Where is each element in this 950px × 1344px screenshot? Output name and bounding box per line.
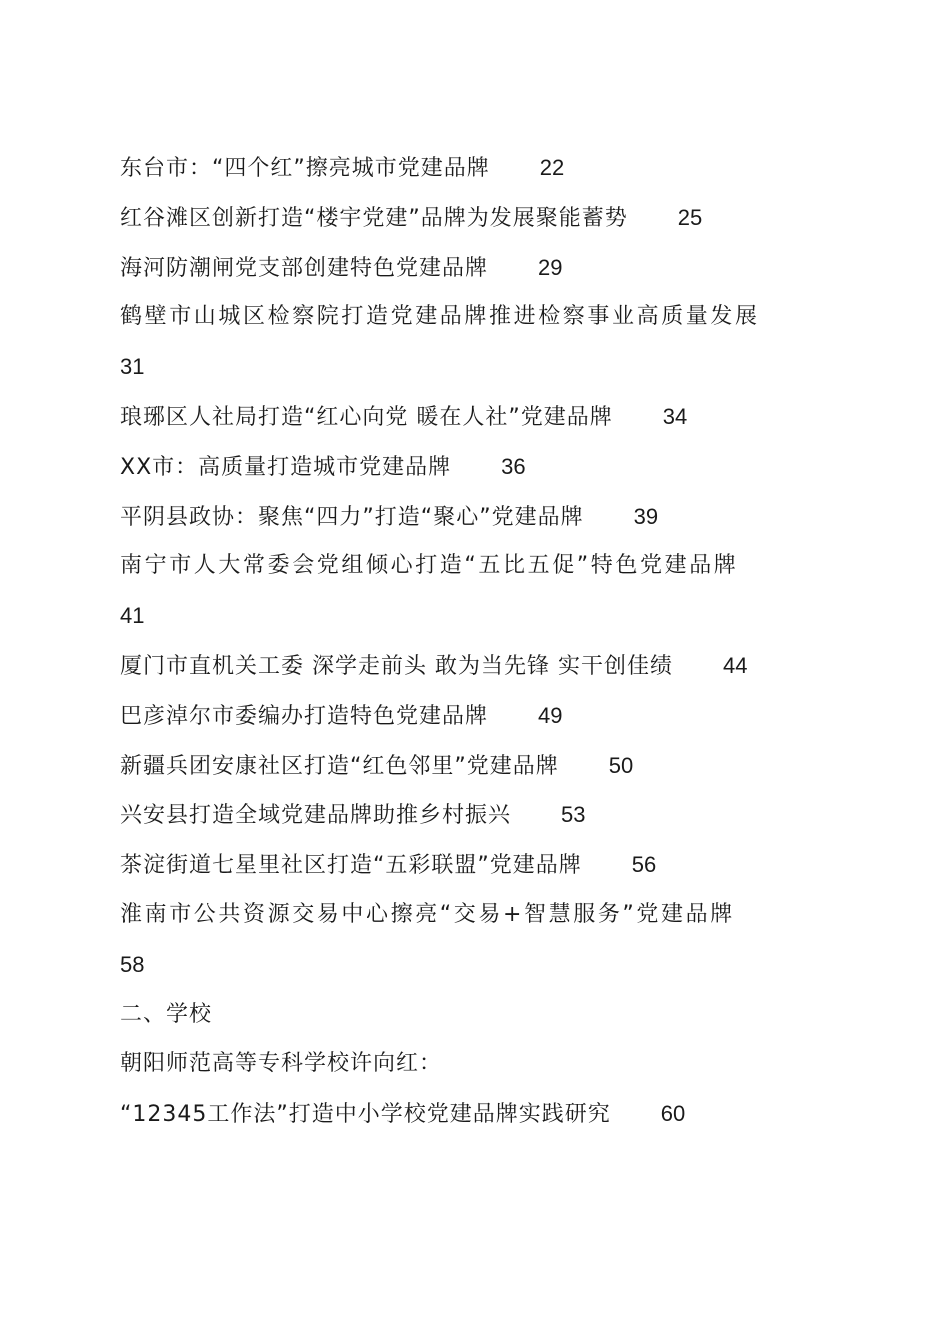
toc-entry-page: 60 [660, 1101, 686, 1127]
toc-entry-title: “12345工作法”打造中小学校党建品牌实践研究 [120, 1102, 611, 1128]
section-heading-text: 二、学校 [120, 1001, 213, 1027]
toc-entry-title: 茶淀街道七星里社区打造“五彩联盟”党建品牌 [120, 853, 582, 879]
toc-entry-page-line [120, 944, 830, 994]
toc-entry[interactable] [120, 1093, 830, 1143]
toc-entry-page: 44 [722, 652, 748, 678]
toc-entry-title: 东台市：“四个红”擦亮城市党建品牌 [120, 156, 490, 181]
toc-entry-page: 22 [539, 155, 565, 180]
toc-entry-title: 鹤壁市山城区检察院打造党建品牌推进检察事业高质量发展 [120, 304, 760, 330]
toc-entry-page: 49 [538, 702, 563, 728]
toc-entry[interactable] [120, 745, 830, 795]
toc-entry-title: 朝阳师范高等专科学校许向红： [120, 1051, 443, 1077]
toc-entry-page: 53 [561, 802, 586, 828]
toc-entry[interactable] [120, 446, 830, 496]
toc-entry-title: 厦门市直机关工委 深学走前头 敢为当先锋 实干创佳绩 [120, 653, 673, 679]
toc-entry-page: 36 [501, 453, 526, 479]
toc-entry-title: 琅琊区人社局打造“红心向党 暖在人社”党建品牌 [120, 404, 613, 430]
toc-entry-page: 58 [120, 951, 145, 977]
toc-entry-title: 巴彦淖尔市委编办打造特色党建品牌 [120, 703, 489, 729]
toc-entry-title: 红谷滩区创新打造“楼宇党建”品牌为发展聚能蓄势 [120, 205, 628, 231]
toc-entry-title: 兴安县打造全域党建品牌助推乡村振兴 [120, 803, 512, 829]
toc-entry[interactable] [120, 545, 830, 595]
toc-entry-title: XX市：高质量打造城市党建品牌 [120, 454, 452, 480]
table-of-contents [120, 147, 830, 1143]
toc-entry-page: 50 [608, 752, 634, 778]
toc-entry-page-line [120, 595, 830, 645]
toc-entry-page-line [120, 346, 830, 396]
toc-entry[interactable] [120, 695, 830, 745]
toc-entry[interactable] [120, 894, 830, 944]
toc-entry[interactable] [120, 396, 830, 446]
toc-entry-page: 39 [633, 503, 659, 529]
toc-entry-author[interactable] [120, 1043, 830, 1093]
toc-entry-page: 29 [538, 254, 563, 280]
toc-entry[interactable] [120, 296, 830, 346]
toc-entry-title: 海河防潮闸党支部创建特色党建品牌 [120, 255, 489, 281]
toc-entry-page: 31 [120, 354, 145, 380]
toc-entry-title: 平阴县政协：聚焦“四力”打造“聚心”党建品牌 [120, 504, 584, 530]
toc-entry-title: 淮南市公共资源交易中心擦亮“交易+智慧服务”党建品牌 [120, 901, 735, 927]
toc-entry[interactable] [120, 496, 830, 546]
toc-entry[interactable] [120, 645, 830, 695]
toc-entry-page: 56 [631, 852, 657, 878]
toc-entry-page: 34 [662, 403, 688, 429]
toc-entry[interactable] [120, 197, 830, 247]
toc-entry[interactable] [120, 147, 830, 197]
toc-entry-title: 南宁市人大常委会党组倾心打造“五比五促”特色党建品牌 [120, 553, 739, 579]
section-heading [120, 994, 830, 1044]
toc-entry-title: 新疆兵团安康社区打造“红色邻里”党建品牌 [120, 753, 559, 779]
toc-entry-page: 25 [677, 204, 703, 230]
toc-entry[interactable] [120, 247, 830, 297]
toc-entry[interactable] [120, 794, 830, 844]
toc-entry-page: 41 [120, 603, 145, 629]
toc-entry[interactable] [120, 844, 830, 894]
